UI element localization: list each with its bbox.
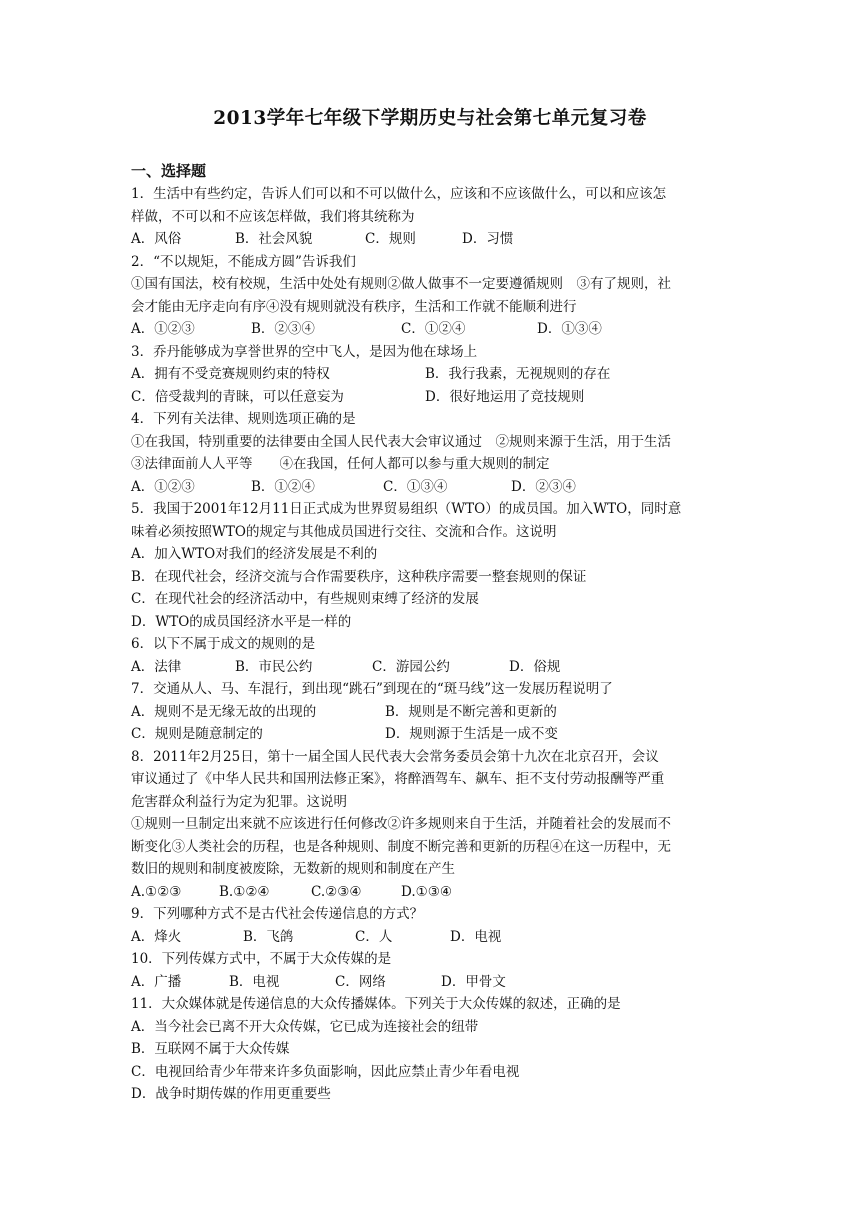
answer-option: D．习惯 <box>462 231 514 247</box>
answer-option: A．法律 <box>131 658 182 675</box>
question-text-line: ③法律面前人人平等 ④在我国，任何人都可以参与重大规则的制定 <box>131 456 550 472</box>
question-content <box>131 160 741 1106</box>
document-title: 2013学年七年级下学期历史与社会第七单元复习卷 <box>213 108 647 129</box>
question-text-line: 审议通过了《中华人民共和国刑法修正案》，将醉酒驾车、飙车、拒不支付劳动报酬等严重 <box>131 771 665 787</box>
answer-option: C．规则是随意制定的 <box>131 726 263 742</box>
question-text-line: 3．乔丹能够成为享誉世界的空中飞人，是因为他在球场上 <box>131 343 478 360</box>
answer-option: D．俗规 <box>509 658 561 675</box>
answer-option: B．①②④ <box>251 478 315 495</box>
answer-option: D．①③④ <box>537 321 602 337</box>
question-text-line: 6．以下不属于成文的规则的是 <box>131 636 316 652</box>
answer-option: A．拥有不受竞赛规则约束的特权 <box>131 366 330 382</box>
answer-option: D．甲骨文 <box>441 973 506 990</box>
question-text-line: 断变化③人类社会的历程，也是各种规则、制度不断完善和更新的历程④在这一历程中，无 <box>131 838 671 855</box>
question-text-line: 10．下列传媒方式中，不属于大众传媒的是 <box>131 951 392 967</box>
answer-option: A．烽火 <box>131 928 182 945</box>
answer-option: D．电视 <box>450 928 502 945</box>
question-text-line: 5．我国于2001年12月11日正式成为世界贸易组织（WTO）的成员国。加入WTO，同时意 <box>131 501 682 517</box>
answer-option: C．人 <box>355 928 393 945</box>
answer-option: A.①②③ <box>131 883 182 900</box>
question-text-line: ①规则一旦制定出来就不应该进行任何修改②许多规则来自于生活，并随着社会的发展而不 <box>131 816 671 832</box>
answer-options-row <box>131 926 741 949</box>
answer-options-row <box>131 386 741 409</box>
question-text-line: 1．生活中有些约定，告诉人们可以和不可以做什么，应该和不应该做什么，可以和应该怎 <box>131 186 667 202</box>
answer-option: C．规则 <box>365 231 416 247</box>
answer-options-row <box>131 656 741 679</box>
answer-option: A．①②③ <box>131 321 195 337</box>
answer-option: C．网络 <box>335 973 386 990</box>
answer-option: B．飞鸽 <box>243 928 294 945</box>
question-text-line: 会才能由无序走向有序④没有规则就没有秩序，生活和工作就不能顺利进行 <box>131 298 577 315</box>
question-text-line: A．加入WTO对我们的经济发展是不利的 <box>131 546 378 562</box>
answer-option: B．电视 <box>229 973 280 990</box>
answer-option: B．社会风貌 <box>235 231 313 247</box>
question-text-line: 样做，不可以和不应该怎样做，我们将其统称为 <box>131 208 415 225</box>
answer-option: A．风俗 <box>131 231 182 247</box>
answer-option: B．规则是不断完善和更新的 <box>385 703 557 720</box>
answer-option: C．①②④ <box>401 321 466 337</box>
question-text-line: ①在我国，特别重要的法律要由全国人民代表大会审议通过 ②规则来源于生活，用于生活 <box>131 433 671 450</box>
answer-option: A．①②③ <box>131 478 195 495</box>
answer-option: B.①②④ <box>219 883 270 900</box>
question-text-line: 7．交通从人、马、车混行，到出现“跳石”到现在的“斑马线”这一发展历程说明了 <box>131 681 613 697</box>
answer-option: B．市民公约 <box>235 658 313 675</box>
question-text-line: 危害群众利益行为定为犯罪。这说明 <box>131 793 347 810</box>
answer-options-row <box>131 228 741 251</box>
answer-option: D.①③④ <box>401 883 452 900</box>
answer-option: C.②③④ <box>311 883 362 900</box>
question-text-line: 2．“不以规矩，不能成方圆”告诉我们 <box>131 253 356 270</box>
question-text-line: 4．下列有关法律、规则选项正确的是 <box>131 411 356 427</box>
question-text-line: 数旧的规则和制度被废除，无数新的规则和制度在产生 <box>131 861 455 877</box>
answer-options-row <box>131 723 741 746</box>
answer-options-row <box>131 881 741 904</box>
answer-option: A．规则不是无缘无故的出现的 <box>131 703 317 720</box>
question-text-line: ①国有国法，校有校规，生活中处处有规则②做人做事不一定要遵循规则 ③有了规则，社 <box>131 276 671 292</box>
question-text-line: C．电视回给青少年带来许多负面影响，因此应禁止青少年看电视 <box>131 1063 520 1080</box>
answer-option: C．①③④ <box>383 478 448 495</box>
answer-options-row <box>131 971 741 994</box>
answer-option: C．倍受裁判的青睐，可以任意妄为 <box>131 388 344 405</box>
answer-option: D．②③④ <box>511 478 576 495</box>
question-text-line: 味着必须按照WTO的规定与其他成员国进行交往、交流和合作。这说明 <box>131 523 557 540</box>
answer-option: D．很好地运用了竞技规则 <box>425 388 585 405</box>
answer-option: A．广播 <box>131 973 182 990</box>
answer-options-row <box>131 476 741 499</box>
question-text-line: 8．2011年2月25日，第十一届全国人民代表大会常务委员会第十九次在北京召开，会议 <box>131 748 659 765</box>
answer-option: C．游园公约 <box>372 658 450 675</box>
question-text-line: D．战争时期传媒的作用更重要些 <box>131 1086 331 1102</box>
question-text-line: D．WTO的成员国经济水平是一样的 <box>131 613 352 630</box>
question-text-line: 11．大众媒体就是传递信息的大众传播媒体。下列关于大众传媒的叙述，正确的是 <box>131 996 621 1012</box>
question-text-line: A．当今社会已离不开大众传媒，它已成为连接社会的纽带 <box>131 1018 479 1035</box>
answer-options-row <box>131 318 741 341</box>
answer-option: B．②③④ <box>251 321 315 337</box>
answer-options-row <box>131 363 741 386</box>
answer-options-row <box>131 701 741 724</box>
answer-option: B．我行我素，无视规则的存在 <box>425 366 611 382</box>
answer-option: D．规则源于生活是一成不变 <box>385 726 558 742</box>
section-heading: 一、选择题 <box>131 162 207 180</box>
question-text-line: B．在现代社会，经济交流与合作需要秩序，这种秩序需要一整套规则的保证 <box>131 568 587 585</box>
question-text-line: B．互联网不属于大众传媒 <box>131 1041 290 1057</box>
question-text-line: C．在现代社会的经济活动中，有些规则束缚了经济的发展 <box>131 591 479 607</box>
question-text-line: 9．下列哪种方式不是古代社会传递信息的方式？ <box>131 906 424 922</box>
